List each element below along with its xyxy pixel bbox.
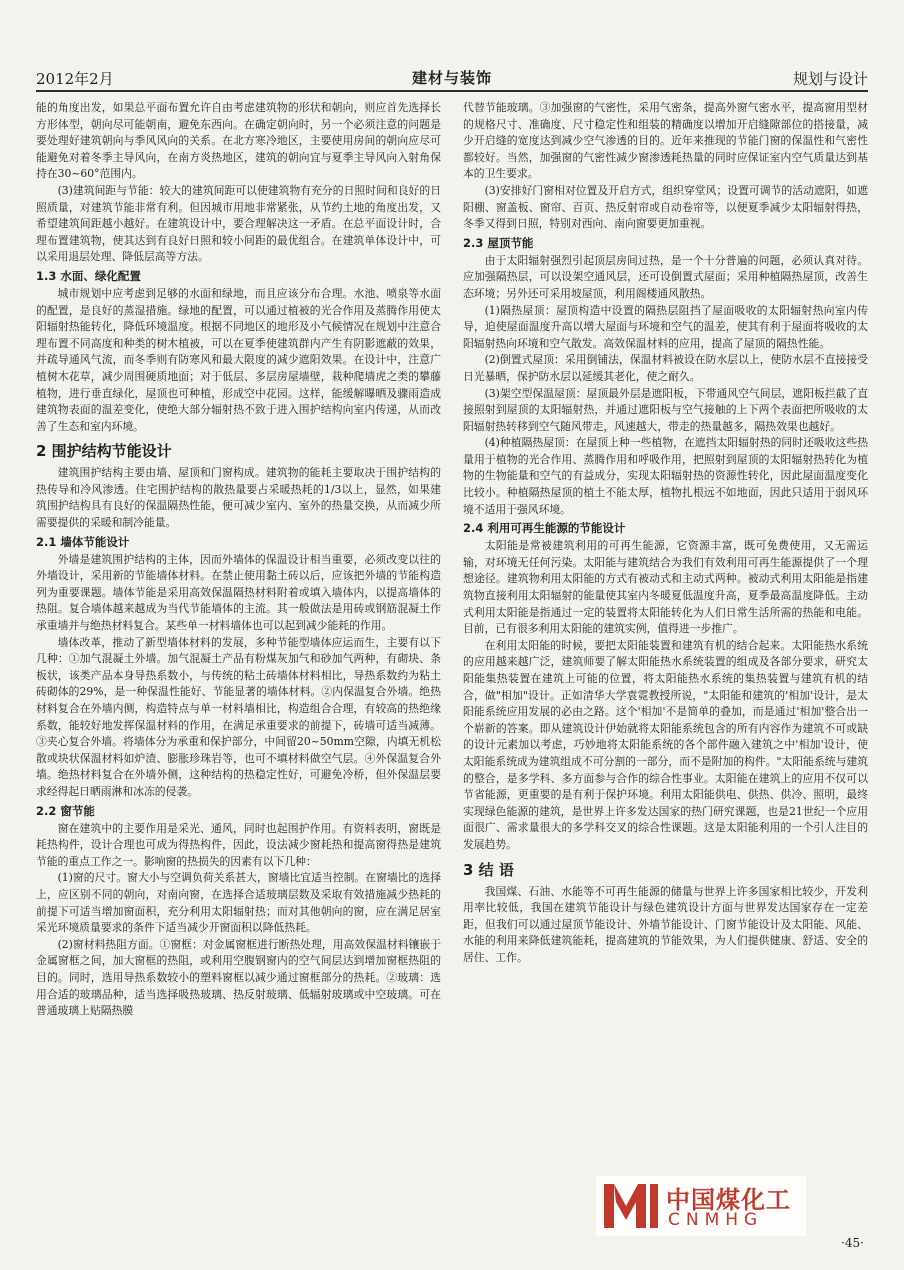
paragraph: 墙体改革，推动了新型墙体材料的发展，多种节能型墙体应运而生，主要有以下几种：①加气混凝土外墙。加气混凝土产品有粉煤灰加气和砂加气两种，有砌块、条板状，该类产品本身导热系数小，与传统的粘土砖墙体材料相比，导热系数约为粘土砖砌体的29%，是一种保温性能好、节能显著的墙体材料。②内保温复合外墙。绝热材料复合在外墙内侧，构造特点与单一材料墙相比，构造组合合理，有较高的热绝缘系数，能较好地发挥保温材料的作用，在满足承重要求的前提下，砖墙可适当减薄。③夹心复合外墙。将墙体分为承重和保护部分，中间留20~50mm空隙，内填无机松散或块状保温材料如炉渣、膨胀珍珠岩等，也可不填材料做空气层。④外保温复合外墙。绝热材料复合在外墙外侧，这种结构的热稳定性好，可避免冷桥，但外保温层要求经得起日晒雨淋和冰冻的侵袭。 <box>36 635 441 798</box>
paragraph: 代替节能玻璃。③加强窗的气密性，采用气密条，提高外窗气密水平，提高窗用型材的规格尺寸、准确度、尺寸稳定性和组装的精确度以增加开启缝隙部位的搭接量，减少开启缝的宽度达到减少空气渗透的目的。近年来推现的节能门窗的保温性和气密性都较好。当然，加强窗的气密性减少窗渗透耗热量的同时应保证室内空气质量达到基本的卫生要求。 <box>463 101 868 181</box>
paragraph: (2)窗材料热阻方面。①窗框：对金属窗框进行断热处理，用高效保温材料镶嵌于金属窗框之间，加大窗框的热阻，或利用空腹钢窗内的空气间层达到增加窗框热阻的目的。同时，选用导热系数较小的塑料窗框以减少通过窗框部分的热耗。②玻璃：选用合适的玻璃品种，适当选择吸热玻璃、热反射玻璃、低辐射玻璃或中空玻璃。可在普通玻璃上贴隔热膜 <box>36 937 441 1018</box>
page-number: ·45· <box>841 1236 864 1250</box>
right-column <box>463 100 868 1212</box>
paragraph: 由于太阳辐射强烈引起顶层房间过热，是一个十分普遍的问题，必须认真对待。应加强隔热层，可以设架空通风层，还可设倒置式屋面；采用种植隔热屋顶，改善生态环境；另外还可采用坡屋顶，利用阁楼通风散热。 <box>463 253 868 300</box>
paragraph: (1)隔热屋顶：屋顶构造中设置的隔热层阻挡了屋面吸收的太阳辐射热向室内传导，迫使屋面温度升高以增大屋面与环境和空气的温差，使其有利于屋面将吸收的太阳辐射热向环境和空气散发。高效保温材料的应用，提高了屋顶的隔热性能。 <box>463 303 868 350</box>
section-heading: 2 围护结构节能设计 <box>36 442 172 461</box>
paragraph: 城市规划中应考虑到足够的水面和绿地，而且应该分布合理。水池、喷泉等水面的配置，是良好的蒸湿措施。绿地的配置，可以通过植被的光合作用及蒸腾作用使太阳辐射热能转化，降低环境温度。根据不同地区的地形及小气候情况在规划中注意合理布置不同高度和种类的树木植被，可以在夏季使建筑群内产生有阴影遮蔽的效果，并疏导通风气流，而冬季则有防寒风和最大限度的减少遮阳效果。在设计中，注意广植树木花草，减少周围硬质地面；对于低层、多层房屋墙壁，栽种爬墙虎之类的攀藤植物，进行垂直绿化，屋顶也可种植，形成空中花园。这样，能缓解曝晒及骤雨造成建筑物表面的温差变化，使绝大部分辐射热不致于进入围护结构向室内传递，从而改善了生态和室内环境。 <box>36 286 441 433</box>
paragraph: (3)安排好门窗相对位置及开启方式，组织穿堂风；设置可调节的活动遮阳，如遮阳棚、窗盖板、窗帘、百页、热反射帘或自动卷帘等，以便夏季减少太阳辐射得热，冬季又得到日照，特别对西向、南向窗要更加重视。 <box>463 183 868 231</box>
cnmhg-logo-icon <box>600 1180 660 1232</box>
page-header <box>36 64 868 92</box>
section-heading: 3 结 语 <box>463 860 514 879</box>
issue-date: 2012年2月 <box>36 70 114 88</box>
paragraph: 建筑围护结构主要由墙、屋顶和门窗构成。建筑物的能耗主要取决于围护结构的热传导和冷风渗透。住宅围护结构的散热量要占采暖热耗的1/3以上，显然，如果建筑围护结构具有良好的保温隔热性能，便可减少室内、室外的热量交换，从而减少所需要提供的采暖和制冷能量。 <box>36 466 441 530</box>
paragraph: 窗在建筑中的主要作用是采光、通风，同时也起围护作用。有资料表明，窗既是耗热构件，设计合理也可成为得热构件，因此，设法减少窗耗热和提高窗得热是建筑节能的重点工作之一。影响窗的热损失的因素有以下几种： <box>36 821 441 868</box>
left-column <box>36 100 441 1212</box>
section-title: 规划与设计 <box>792 70 868 88</box>
paragraph: (3)架空型保温屋顶：屋顶最外层是遮阳板，下带通风空气间层，遮阳板拦截了直接照射到屋顶的太阳辐射热，并通过遮阳板与空气接触的上下两个表面把所吸收的太阳辐射热转移到空气随风带走，风速越大，带走的热量越多，隔热效果也越好。 <box>463 386 868 433</box>
subsection-heading: 2.2 窗节能 <box>36 803 95 818</box>
journal-title: 建材与装饰 <box>411 69 492 87</box>
watermark-name-cn: 中国煤化工 <box>666 1186 791 1214</box>
watermark <box>596 1176 806 1236</box>
watermark-name-en: CNMHG <box>668 1210 764 1230</box>
subsection-heading: 2.4 利用可再生能源的节能设计 <box>463 521 626 536</box>
subsection-heading: 1.3 水面、绿化配置 <box>36 268 141 283</box>
paragraph: (3)建筑间距与节能：较大的建筑间距可以使建筑物有充分的日照时间和良好的日照质量，对建筑节能非常有利。但因城市用地非常紧张，从节约土地的角度出发，又希望建筑间距越小越好。在建筑设计中，要合理解决这一矛盾。在总平面设计时，合理布置建筑物，使其达到有良好日照和较小间距的最优组合。在建筑单体设计中，可以采用退层处理、降低层高等方法。 <box>36 183 441 264</box>
article-body <box>36 100 868 1212</box>
subsection-heading: 2.3 屋顶节能 <box>463 235 534 250</box>
paragraph: 在利用太阳能的时候，要把太阳能装置和建筑有机的结合起来。太阳能热水系统的应用越来越广泛，建筑师要了解太阳能热水系统装置的组成及各部分要求，研究太阳能集热装置在建筑上可能的位置，将太阳能热水系统的集热装置与建筑有机的结合，做"相加"设计。正如清华大学袁霓教授所说，"太阳能和建筑的'相加'设计，是太阳能系统应用发展的必由之路。这个'相加'不是简单的叠加，而是通过'相加'整合出一个崭新的答案。即从建筑设计伊始就将太阳能系统包含的所有内容作为建筑不可或缺的设计元素加以考虑，巧妙地将太阳能系统的各个部件融入建筑之中'相加'设计，使太阳能系统成为建筑组成不可分割的一部分，而不是附加的构件。"太阳能系统与建筑的整合，是多学科、多方面参与合作的综合性事业。太阳能在建筑上的应用不仅可以节省能源，更重要的是有利于保护环境。利用太阳能供电、供热、供冷、照明，最终实现绿色能源的建筑，是世界上许多发达国家的热门研究课题，也是21世纪一个应用面很广、需求量很大的多学科交叉的综合性课题。这是太阳能利用的一个引人注目的发展趋势。 <box>463 638 868 851</box>
paragraph: 我国煤、石油、水能等不可再生能源的储量与世界上许多国家相比较少，开发利用率比较低，我国在建筑节能设计与绿色建筑设计方面与世界发达国家存在一定差距，但我们可以通过屋顶节能设计、外墙节能设计、门窗节能设计及太阳能、风能、水能的利用来降低建筑能耗，提高建筑的节能效果，为人们提供健康、舒适、安全的居住、工作。 <box>463 884 868 964</box>
paragraph: 外墙是建筑围护结构的主体，因而外墙体的保温设计相当重要，必须改变以往的外墙设计，采用新的节能墙体材料。在禁止使用黏土砖以后，应该把外墙的节能构造列为重要课题。墙体节能是采用高效保温隔热材料附着或填入墙体内，以提高墙体的热阻。复合墙体越来越成为当代节能墙体的主流。其一般做法是用砖或钢筋混凝土作承重墙并与绝热材料复合。某些单一材料墙体也可以起到减少能耗的作用。 <box>36 552 441 633</box>
paragraph: 太阳能是常被建筑利用的可再生能源，它资源丰富，既可免费使用，又无需运输，对环境无任何污染。太阳能与建筑结合为我们有效利用可再生能源提供了一个理想途径。建筑物利用太阳能的方式有被动式和主动式两种。被动式利用太阳能是指建筑物直接利用太阳辐射的能量使其室内冬暖夏低温度升高，夏季最高温度降低。主动式利用太阳能是指通过一定的装置将太阳能转化为人们日常生活所需的热能和电能。目前，已有很多利用太阳能的建筑实例，值得进一步推广。 <box>463 539 868 636</box>
paragraph: 能的角度出发，如果总平面布置允许自由考虑建筑物的形状和朝向，则应首先选择长方形体型，朝向尽可能朝南，避免东西向。在确定朝向时，另一个必须注意的问题是要处理好建筑朝向与季风风向的关系。在北方寒冷地区，主要使用房间的朝向应尽可能避免对着冬季主导风向，在南方炎热地区，建筑的朝向宜与夏季主导风向入射角保持在30~60°范围内。 <box>36 101 441 181</box>
paragraph: (4)种植隔热屋顶：在屋顶上种一些植物，在遮挡太阳辐射热的同时还吸收这些热量用于植物的光合作用、蒸腾作用和呼吸作用，把照射到屋顶的太阳辐射热转化为植物的生物能量和空气的有益成分，实现太阳辐射热的资源性转化，因此屋面温度变化比较小。种植隔热屋顶的植土不能太厚，植物扎根远不如地面，因此只适用于弱风环境不适用于强风环境。 <box>463 436 868 516</box>
paragraph: (1)窗的尺寸。窗大小与空调负荷关系甚大，窗墙比宜适当控制。在窗墙比的选择上，应区别不同的朝向，对南向窗，在选择合适玻璃层数及采取有效措施减少热耗的前提下可适当增加窗面积，充分利用太阳辐射热；而对其他朝向的窗，应在满足居室采光环境质量要求的条件下适当减少开窗面积以降低热耗。 <box>36 871 441 935</box>
paragraph: (2)倒置式屋顶：采用倒铺法，保温材料被设在防水层以上，使防水层不直接接受日光暴晒，保护防水层以延缓其老化，使之耐久。 <box>463 353 868 383</box>
subsection-heading: 2.1 墙体节能设计 <box>36 534 130 549</box>
